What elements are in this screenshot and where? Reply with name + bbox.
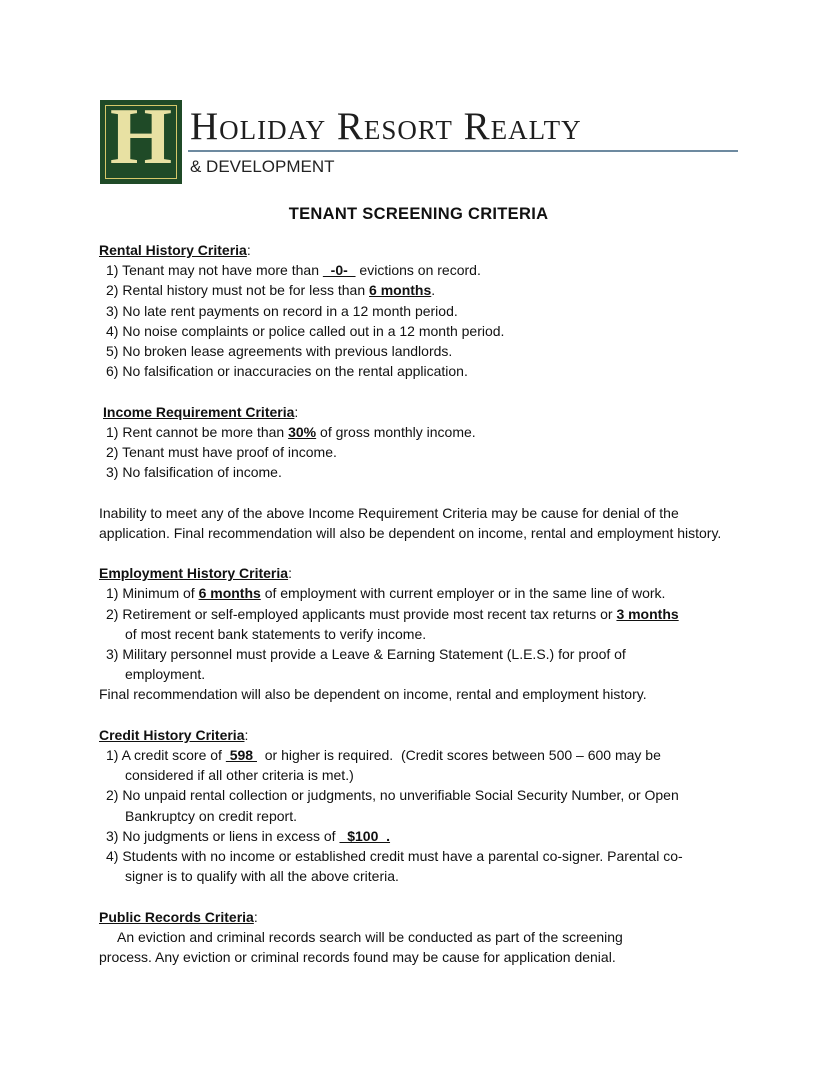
rental-item-1: 1) Tenant may not have more than -0- evictions on record. [106, 262, 481, 279]
rental-item-5: 5) No broken lease agreements with previous landlords. [106, 343, 453, 360]
rental-item-6: 6) No falsification or inaccuracies on the rental application. [106, 363, 468, 380]
company-subtitle: & DEVELOPMENT [190, 157, 335, 176]
public-line-1: An eviction and criminal records search will be conducted as part of the screening [117, 928, 623, 945]
public-heading: Public Records Criteria: [99, 908, 258, 925]
income-item-3: 3) No falsification of income. [106, 464, 282, 481]
credit-item-1-cont: considered if all other criteria is met.) [125, 767, 354, 784]
rental-item-4: 4) No noise complaints or police called out in a 12 month period. [106, 322, 505, 339]
credit-item-4: 4) Students with no income or established credit must have a parental co-signer. Parental co- [106, 848, 683, 865]
rental-heading: Rental History Criteria: [99, 242, 251, 258]
income-heading: Income Requirement Criteria: [103, 403, 299, 420]
document-body [99, 240, 739, 967]
credit-item-4-cont: signer is to qualify with all the above criteria. [125, 868, 399, 885]
employment-item-2: 2) Retirement or self-employed applicants must provide most recent tax returns or 3 months [106, 605, 679, 622]
company-name: Holiday Resort Realty [190, 105, 582, 148]
employment-item-2-cont: of most recent bank statements to verify income. [125, 625, 427, 642]
company-logo [100, 93, 182, 184]
employment-item-3-cont: employment. [125, 666, 206, 683]
credit-item-1: 1) A credit score of 598 or higher is required. (Credit scores between 500 – 600 may be [106, 747, 661, 764]
income-item-1: 1) Rent cannot be more than 30% of gross monthly income. [106, 423, 476, 440]
credit-item-3: 3) No judgments or liens in excess of $100 . [106, 827, 391, 844]
logo-letter: H [109, 93, 173, 181]
credit-item-2: 2) No unpaid rental collection or judgments, no unverifiable Social Security Number, or Open [106, 787, 679, 804]
employment-item-3: 3) Military personnel must provide a Leave & Earning Statement (L.E.S.) for proof of [106, 646, 626, 663]
credit-heading: Credit History Criteria: [99, 726, 249, 743]
public-line-2: process. Any eviction or criminal records found may be cause for application denial. [99, 949, 616, 966]
income-note: Inability to meet any of the above Income Requirement Criteria may be cause for denial of the application. Final recommendation will also be dependent on income, rental and employment history. [99, 504, 722, 541]
credit-item-2-cont: Bankruptcy on credit report. [125, 807, 297, 824]
header-rule [188, 150, 738, 152]
employment-item-1: 1) Minimum of 6 months of employment with current employer or in the same line of work. [106, 585, 666, 602]
rental-item-3: 3) No late rent payments on record in a 12 month period. [106, 302, 458, 319]
employment-note: Final recommendation will also be dependent on income, rental and employment history. [99, 686, 647, 703]
page-title: TENANT SCREENING CRITERIA [288, 205, 549, 223]
employment-heading: Employment History Criteria: [99, 565, 292, 582]
income-item-2: 2) Tenant must have proof of income. [106, 444, 337, 461]
rental-item-2: 2) Rental history must not be for less than 6 months. [106, 282, 436, 299]
